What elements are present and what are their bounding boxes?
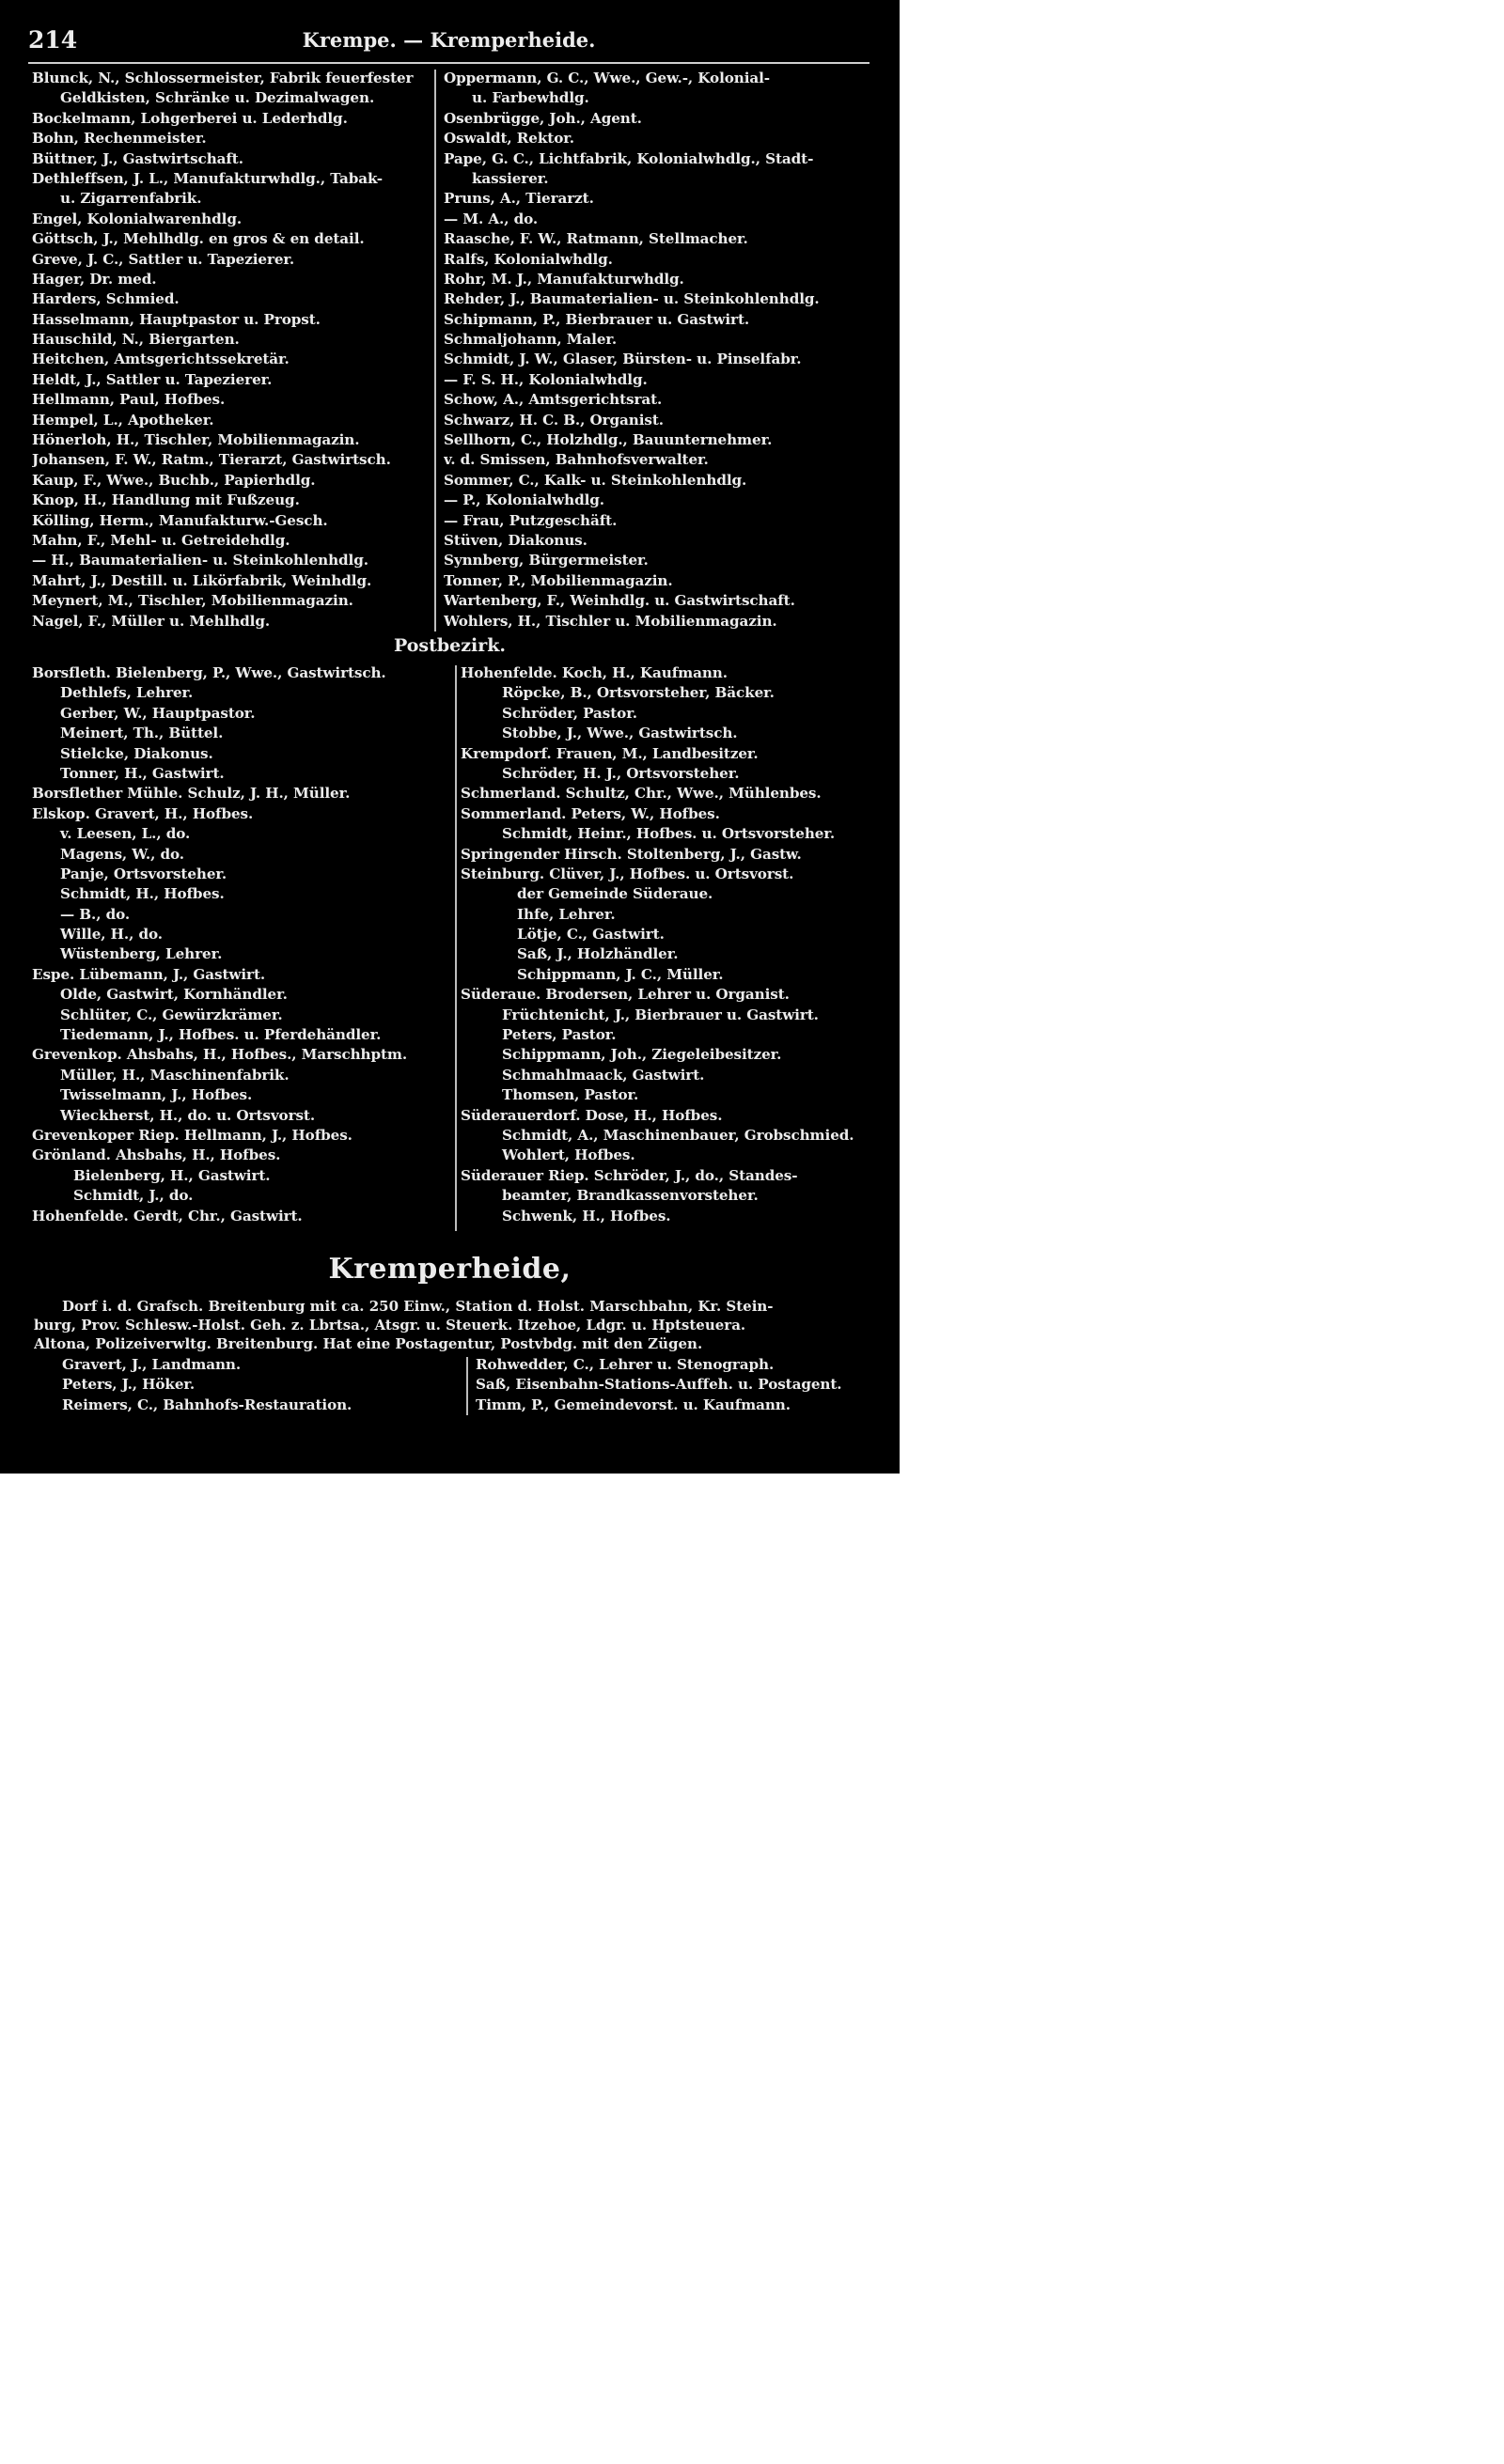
postbezirk-entry: Wieckherst, H., do. u. Ortsvorst.	[60, 1106, 316, 1124]
postbezirk-entry: Meinert, Th., Büttel.	[60, 725, 224, 742]
postbezirk-entry: Schmidt, Heinr., Hofbes. u. Ortsvorsteher.	[502, 825, 836, 843]
postbezirk-entry: Schlüter, C., Gewürzkrämer.	[60, 1006, 283, 1023]
postbezirk-entry: Gerber, W., Hauptpastor.	[60, 704, 256, 722]
krempe-entry: Kaup, F., Wwe., Buchb., Papierhdlg.	[32, 471, 316, 489]
postbezirk-left-column	[32, 663, 453, 1226]
kremperheide-entry: Reimers, C., Bahnhofs-Restauration.	[62, 1396, 352, 1413]
krempe-entry: Hönerloh, H., Tischler, Mobilienmagazin.	[32, 431, 360, 449]
krempe-entry: Hasselmann, Hauptpastor u. Propst.	[32, 310, 321, 328]
postbezirk-entry: Wohlert, Hofbes.	[502, 1146, 635, 1164]
running-head: Krempe. — Kremperheide.	[302, 28, 596, 52]
column-divider	[455, 665, 457, 1231]
postbezirk-entry: Schmerland. Schultz, Chr., Wwe., Mühlenbes.	[461, 785, 822, 803]
kremperheide-entry: Timm, P., Gemeindevorst. u. Kaufmann.	[476, 1396, 791, 1413]
postbezirk-entry: Tonner, H., Gastwirt.	[60, 764, 225, 782]
krempe-entry: Nagel, F., Müller u. Mehlhdlg.	[32, 612, 271, 630]
postbezirk-entry: Schmidt, H., Hofbes.	[60, 885, 225, 903]
krempe-right-column	[444, 69, 872, 632]
postbezirk-entry: Schröder, Pastor.	[502, 704, 637, 722]
postbezirk-entry: Schippmann, J. C., Müller.	[517, 965, 724, 983]
krempe-entry: Kölling, Herm., Manufakturw.-Gesch.	[32, 511, 328, 529]
column-divider	[434, 70, 436, 632]
postbezirk-right-column	[461, 663, 874, 1226]
krempe-entry: Osenbrügge, Joh., Agent.	[444, 109, 642, 127]
kremperheide-entry: Saß, Eisenbahn-Stations-Auffeh. u. Postagent.	[476, 1376, 842, 1394]
krempe-entry: Dethleffsen, J. L., Manufakturwhdlg., Tabak-	[32, 169, 383, 187]
krempe-entry: Pruns, A., Tierarzt.	[444, 190, 594, 208]
krempe-entry: Meynert, M., Tischler, Mobilienmagazin.	[32, 592, 353, 610]
krempe-entry: Hauschild, N., Biergarten.	[32, 331, 240, 349]
krempe-entry: Mahrt, J., Destill. u. Likörfabrik, Weinhdlg.	[32, 571, 372, 589]
kremperheide-right-column	[476, 1355, 870, 1415]
krempe-entry: Greve, J. C., Sattler u. Tapezierer.	[32, 250, 295, 268]
krempe-entry: Blunck, N., Schlossermeister, Fabrik feuerfester	[32, 70, 414, 86]
kremperheide-heading: Kremperheide,	[328, 1253, 572, 1286]
krempe-entry: Knop, H., Handlung mit Fußzeug.	[32, 491, 300, 509]
krempe-entry: Göttsch, J., Mehlhdlg. en gros & en detail.	[32, 230, 365, 248]
postbezirk-entry: Steinburg. Clüver, J., Hofbes. u. Ortsvorst.	[461, 865, 794, 882]
postbezirk-entry: Hohenfelde. Gerdt, Chr., Gastwirt.	[32, 1207, 303, 1224]
krempe-entry: Bohn, Rechenmeister.	[32, 130, 207, 148]
postbezirk-entry: Grevenkop. Ahsbahs, H., Hofbes., Marschhptm.	[32, 1046, 408, 1064]
krempe-entry: Büttner, J., Gastwirtschaft.	[32, 149, 243, 167]
krempe-entry: Hager, Dr. med.	[32, 270, 157, 288]
krempe-entry: Johansen, F. W., Ratm., Tierarzt, Gastwirtsch.	[32, 451, 391, 469]
krempe-entry: — F. S. H., Kolonialwhdlg.	[444, 370, 648, 388]
krempe-entry: — P., Kolonialwhdlg.	[444, 491, 604, 509]
krempe-entry: Rohr, M. J., Manufakturwhdlg.	[444, 270, 684, 288]
krempe-entry: — M. A., do.	[444, 210, 539, 227]
krempe-entry: Schmaljohann, Maler.	[444, 331, 618, 349]
postbezirk-entry: Magens, W., do.	[60, 845, 184, 863]
postbezirk-entry: Süderaue. Brodersen, Lehrer u. Organist.	[461, 986, 790, 1004]
postbezirk-entry: Lötje, C., Gastwirt.	[517, 926, 665, 943]
postbezirk-entry: Grevenkoper Riep. Hellmann, J., Hofbes.	[32, 1126, 352, 1144]
description-line: Dorf i. d. Grafsch. Breitenburg mit ca. 250 Einw., Station d. Holst. Marschbahn, Kr. Stein-	[62, 1298, 774, 1315]
krempe-entry: Heitchen, Amtsgerichtssekretär.	[32, 351, 290, 368]
kremperheide-entry: Rohwedder, C., Lehrer u. Stenograph.	[476, 1356, 775, 1373]
postbezirk-entry: Espe. Lübemann, J., Gastwirt.	[32, 965, 266, 983]
postbezirk-entry: Peters, Pastor.	[502, 1026, 617, 1044]
postbezirk-entry: Stielcke, Diakonus.	[60, 744, 213, 762]
krempe-entry: Schow, A., Amtsgerichtsrat.	[444, 391, 663, 409]
postbezirk-entry: Krempdorf. Frauen, M., Landbesitzer.	[461, 744, 759, 762]
postbezirk-entry: Süderauer Riep. Schröder, J., do., Standes-	[461, 1166, 798, 1184]
krempe-entry: Schwarz, H. C. B., Organist.	[444, 411, 664, 429]
krempe-entry: Harders, Schmied.	[32, 290, 180, 308]
postbezirk-entry: Müller, H., Maschinenfabrik.	[60, 1066, 290, 1084]
page-number: 214	[28, 26, 78, 54]
postbezirk-entry: Tiedemann, J., Hofbes. u. Pferdehändler.	[60, 1026, 382, 1044]
postbezirk-entry: Früchtenicht, J., Bierbrauer u. Gastwirt.	[502, 1006, 819, 1023]
kremperheide-entry: Peters, J., Höker.	[62, 1376, 196, 1394]
krempe-entry: Schipmann, P., Bierbrauer u. Gastwirt.	[444, 310, 750, 328]
krempe-entry: Pape, G. C., Lichtfabrik, Kolonialwhdlg., Stadt-	[444, 149, 814, 167]
krempe-entry: Raasche, F. W., Ratmann, Stellmacher.	[444, 230, 748, 248]
krempe-entry: Heldt, J., Sattler u. Tapezierer.	[32, 370, 273, 388]
krempe-entry: Sellhorn, C., Holzhdlg., Bauunternehmer.	[444, 431, 773, 449]
krempe-entry: Stüven, Diakonus.	[444, 531, 588, 549]
krempe-entry: u. Zigarrenfabrik.	[60, 190, 202, 208]
postbezirk-entry: Olde, Gastwirt, Kornhändler.	[60, 986, 288, 1004]
postbezirk-entry: Schmidt, A., Maschinenbauer, Grobschmied.	[502, 1126, 854, 1144]
krempe-entry: Ralfs, Kolonialwhdlg.	[444, 250, 613, 268]
postbezirk-entry: Saß, J., Holzhändler.	[517, 945, 679, 963]
postbezirk-entry: Sommerland. Peters, W., Hofbes.	[461, 804, 720, 822]
postbezirk-entry: Twisselmann, J., Hofbes.	[60, 1086, 253, 1104]
postbezirk-entry: Borsflether Mühle. Schulz, J. H., Müller.	[32, 785, 351, 803]
description-line: Altona, Polizeiverwltg. Breitenburg. Hat eine Postagentur, Postvbdg. mit den Zügen.	[34, 1335, 703, 1352]
postbezirk-heading: Postbezirk.	[393, 635, 507, 656]
postbezirk-entry: Bielenberg, H., Gastwirt.	[73, 1166, 271, 1184]
postbezirk-entry: Grönland. Ahsbahs, H., Hofbes.	[32, 1146, 281, 1164]
krempe-entry: v. d. Smissen, Bahnhofsverwalter.	[444, 451, 709, 469]
kremperheide-entry: Gravert, J., Landmann.	[62, 1356, 242, 1373]
krempe-entry: Wartenberg, F., Weinhdlg. u. Gastwirtschaft.	[444, 592, 795, 610]
krempe-entry: — Frau, Putzgeschäft.	[444, 511, 618, 529]
postbezirk-entry: Schröder, H. J., Ortsvorsteher.	[502, 764, 740, 782]
postbezirk-entry: beamter, Brandkassenvorsteher.	[502, 1187, 759, 1205]
krempe-entry: Oswaldt, Rektor.	[444, 130, 574, 148]
column-divider	[466, 1357, 468, 1415]
postbezirk-entry: — B., do.	[60, 905, 131, 923]
postbezirk-entry: Dethlefs, Lehrer.	[60, 684, 194, 702]
kremperheide-description	[34, 1297, 870, 1353]
postbezirk-entry: Schippmann, Joh., Ziegeleibesitzer.	[502, 1046, 782, 1064]
krempe-entry: Oppermann, G. C., Wwe., Gew.-, Kolonial-	[444, 70, 771, 86]
postbezirk-entry: v. Leesen, L., do.	[60, 825, 191, 843]
postbezirk-entry: Wille, H., do.	[60, 926, 163, 943]
krempe-entry: Geldkisten, Schränke u. Dezimalwagen.	[60, 89, 375, 107]
postbezirk-entry: Wüstenberg, Lehrer.	[60, 945, 223, 963]
krempe-entry: Bockelmann, Lohgerberei u. Lederhdlg.	[32, 109, 348, 127]
postbezirk-entry: Elskop. Gravert, H., Hofbes.	[32, 804, 254, 822]
krempe-entry: u. Farbewhdlg.	[472, 89, 589, 107]
postbezirk-entry: Borsfleth. Bielenberg, P., Wwe., Gastwirtsch.	[32, 664, 386, 681]
krempe-entry: — H., Baumaterialien- u. Steinkohlenhdlg.	[32, 552, 368, 569]
page-header	[28, 26, 870, 60]
krempe-entry: Synnberg, Bürgermeister.	[444, 552, 649, 569]
postbezirk-entry: Springender Hirsch. Stoltenberg, J., Gastw.	[461, 845, 802, 863]
krempe-left-column	[32, 69, 431, 632]
krempe-entry: Schmidt, J. W., Glaser, Bürsten- u. Pinselfabr.	[444, 351, 802, 368]
krempe-entry: Hellmann, Paul, Hofbes.	[32, 391, 226, 409]
krempe-entry: Tonner, P., Mobilienmagazin.	[444, 571, 673, 589]
postbezirk-entry: Thomsen, Pastor.	[502, 1086, 639, 1104]
postbezirk-entry: Röpcke, B., Ortsvorsteher, Bäcker.	[502, 684, 775, 702]
postbezirk-entry: der Gemeinde Süderaue.	[517, 885, 713, 903]
postbezirk-entry: Schmidt, J., do.	[73, 1187, 194, 1205]
krempe-entry: Engel, Kolonialwarenhdlg.	[32, 210, 243, 227]
header-rule	[28, 62, 870, 64]
postbezirk-entry: Stobbe, J., Wwe., Gastwirtsch.	[502, 725, 738, 742]
postbezirk-entry: Ihfe, Lehrer.	[517, 905, 616, 923]
krempe-entry: Sommer, C., Kalk- u. Steinkohlenhdlg.	[444, 471, 747, 489]
postbezirk-entry: Hohenfelde. Koch, H., Kaufmann.	[461, 664, 728, 681]
krempe-entry: Wohlers, H., Tischler u. Mobilienmagazin.	[444, 612, 777, 630]
directory-page	[0, 0, 900, 1474]
postbezirk-entry: Schwenk, H., Hofbes.	[502, 1207, 671, 1224]
krempe-entry: Rehder, J., Baumaterialien- u. Steinkohlenhdlg.	[444, 290, 820, 308]
description-line: burg, Prov. Schlesw.-Holst. Geh. z. Lbrtsa., Atsgr. u. Steuerk. Itzehoe, Ldgr. u. Hptsteuera.	[34, 1317, 746, 1333]
kremperheide-left-column	[62, 1355, 457, 1415]
postbezirk-entry: Süderauerdorf. Dose, H., Hofbes.	[461, 1106, 723, 1124]
postbezirk-entry: Schmahlmaack, Gastwirt.	[502, 1066, 705, 1084]
krempe-entry: Mahn, F., Mehl- u. Getreidehdlg.	[32, 531, 290, 549]
postbezirk-entry: Panje, Ortsvorsteher.	[60, 865, 227, 882]
krempe-entry: kassierer.	[472, 169, 549, 187]
krempe-entry: Hempel, L., Apotheker.	[32, 411, 214, 429]
